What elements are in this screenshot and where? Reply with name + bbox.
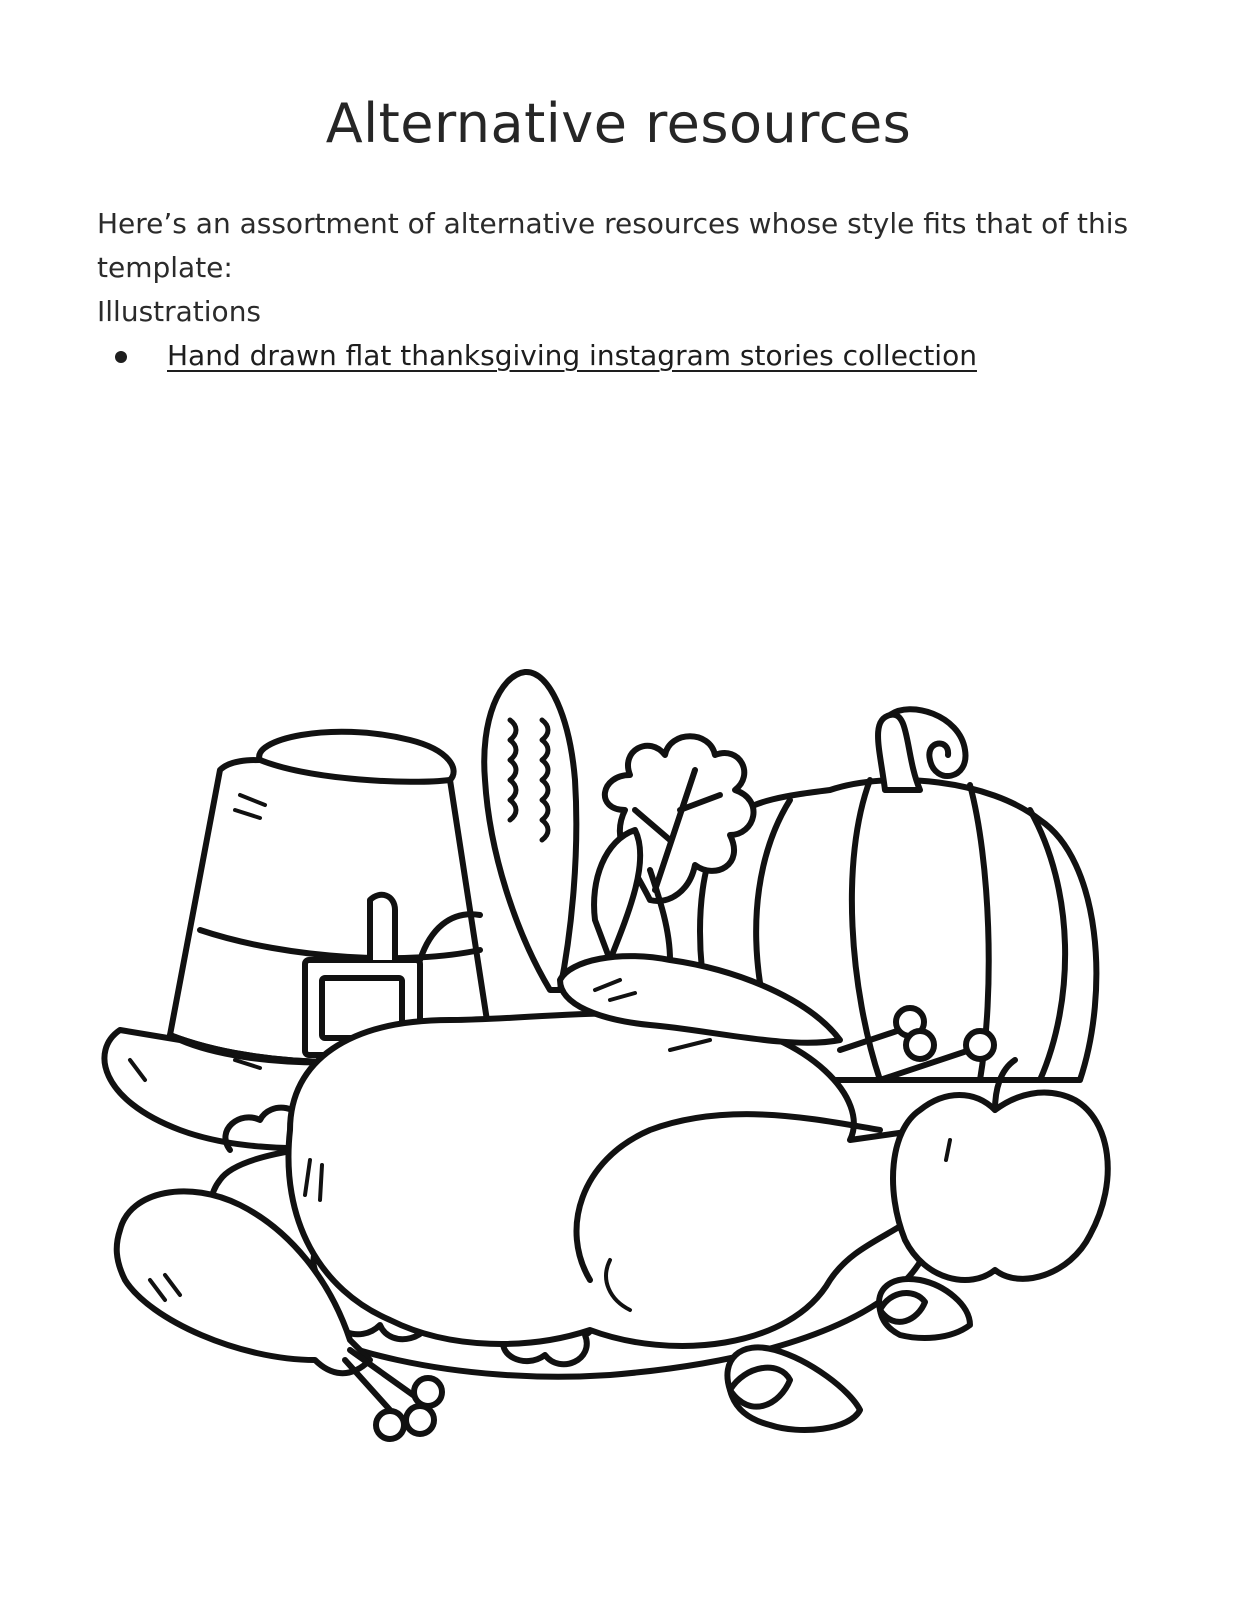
section-label-illustrations: Illustrations — [97, 295, 262, 328]
resource-link[interactable]: Hand drawn flat thanksgiving instagram stories collection — [167, 339, 977, 372]
thanksgiving-feast-illustration-icon — [90, 660, 1130, 1460]
intro-paragraph: Here’s an assortment of alternative resources whose style fits that of this template: — [97, 207, 1129, 284]
apple-icon — [893, 1060, 1108, 1280]
bullet-icon — [115, 351, 127, 363]
page-title: Alternative resources — [325, 92, 912, 155]
resource-list — [97, 334, 977, 378]
list-item — [97, 334, 977, 378]
